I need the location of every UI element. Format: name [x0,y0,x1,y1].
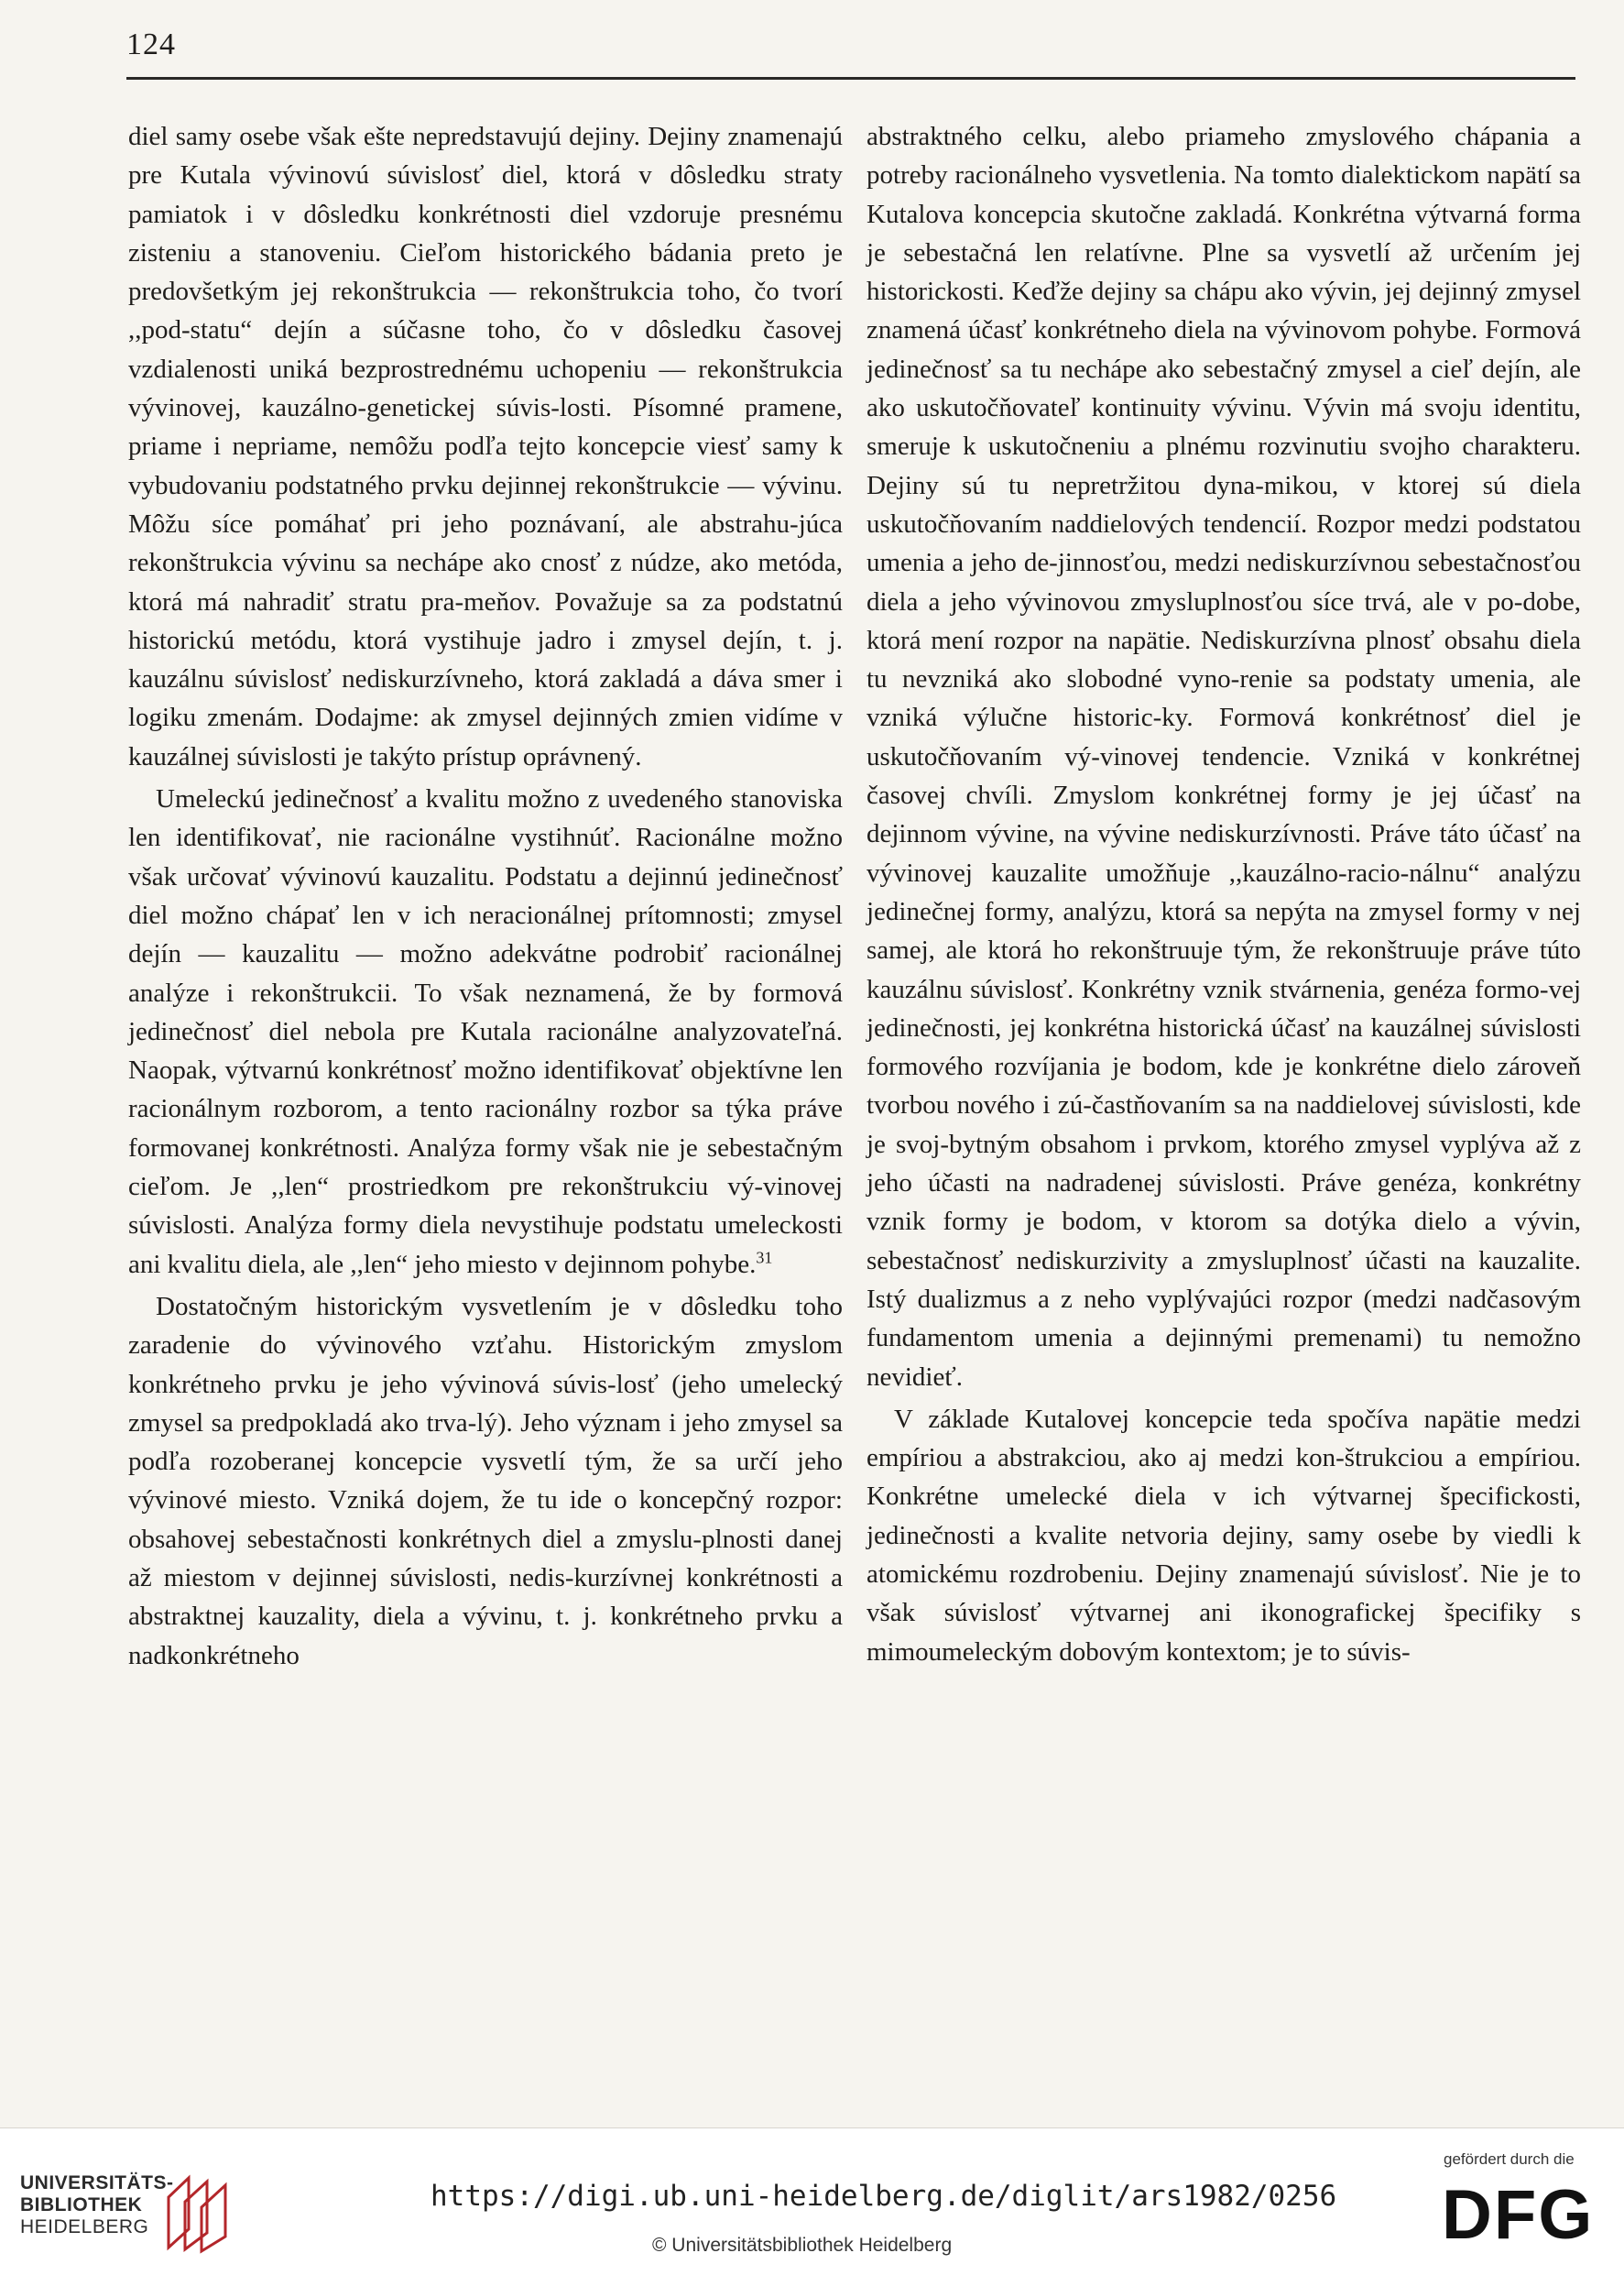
library-logo-icon [161,2165,233,2257]
left-paragraph-1: diel samy osebe však ešte nepredstavujú dejiny. Dejiny znamenajú pre Kutala vývinovú súvislosť diel, ktorá v dôsledku straty pamiatok i v dôsledku konkrétnosti diel vzdoruje presnému zisteniu a stanoveniu. Cieľom historického bádania preto je predovšetkým jej rekonštrukcia — rekonštrukcia toho, čo tvorí ,,pod-statu“ dejín a súčasne toho, čo v dôsledku časovej vzdialenosti uniká bezprostrednému uchopeniu — rekonštrukcia vývinovej, kauzálno-genetickej súvis-losti. Písomné pramene, priame i nepriame, nemôžu podľa tejto koncepcie viesť samy k vybudovaniu podstatného prvku dejinnej rekonštrukcie — vývinu. Môžu síce pomáhať pri jeho poznávaní, ale abstrahu-júca rekonštrukcia vývinu sa nechápe ako cnosť z núdze, ako metóda, ktorá má nahradiť stratu pra-meňov. Považuje sa za podstatnú historickú metódu, ktorá vystihuje jadro i zmysel dejín, t. j. kauzálnu súvislosť nediskurzívneho, ktorá zakladá a dáva smer i logiku zmenám. Dodajme: ak zmysel dejinných zmien vidíme v kauzálnej súvislosti je takýto prístup oprávnený. [128,122,843,771]
left-paragraph-2 [128,780,843,1284]
footnote-reference[interactable]: 31 [756,1247,773,1266]
page-number: 124 [126,27,176,61]
right-paragraph-1: abstraktného celku, alebo priameho zmyslového chápania a potreby racionálneho vysvetlenia. Na tomto dialektickom napätí sa Kutalova koncepcia skutočne zakladá. Konkrétna výtvarná forma je sebestačná len relatívne. Plne sa vysvetlí až určením jej historickosti. Keďže dejiny sa chápu ako vývin, jej dejinný zmysel znamená účasť konkrétneho diela na vývinovom pohybe. Formová jedinečnosť sa tu nechápe ako sebestačný zmysel a cieľ dejín, ale ako uskutočňovateľ kontinuity vývinu. Vývin má svoju identitu, smeruje k uskutočneniu a plnému rozvinutiu svojho charakteru. Dejiny sú tu nepretržitou dyna-mikou, v ktorej sú diela uskutočňovaním naddielových tendencií. Rozpor medzi podstatou umenia a jeho de-jinnosťou, medzi nediskurzívnou sebestačnosťou diela a jeho vývinovou zmysluplnosťou síce trvá, ale v po-dobe, ktorá mení rozpor na napätie. Nediskurzívna plnosť obsahu diela tu nevzniká ako slobodné vyno-renie sa podstaty umenia, ale vzniká výlučne historic-ky. Formová konkrétnosť diel je uskutočňovaním vý-vinovej tendencie. Vzniká v konkrétnej časovej chvíli. Zmyslom konkrétnej formy je jej účasť na dejinnom vývine, na vývine nediskurzívnosti. Práve táto účasť na vývinovej kauzalite umožňuje ,,kauzálno-racio-nálnu“ analýzu jedinečnej formy, analýzu, ktorá sa nepýta na zmysel formy v nej samej, ale ktorá ho rekonštruuje tým, že rekonštruuje práve túto kauzálnu súvislosť. Konkrétny vznik stvárnenia, genéza formo-vej jedinečnosti, jej konkrétna historická účasť na kauzálnej súvislosti formového rozvíjania je bodom, kde je konkrétne dielo zároveň tvorbou nového i zú-častňovaním sa na naddielovej súvislosti, kde je svoj-bytným obsahom i prvkom, ktorého zmysel vyplýva až z jeho účasti na nadradenej súvislosti. Práve genéza, konkrétny vznik formy je bodom, v ktorom sa dotýka dielo a vývin, sebestačnosť nediskurzivity a zmysluplnosť účasti na kauzalite. Istý dualizmus a z neho vyplývajúci rozpor (medzi nadčasovým fundamentom umenia a dejinnými premenami) tu nemožno nevidieť. [866,122,1581,1392]
left-column [128,117,843,1675]
right-paragraph-2: V základe Kutalovej koncepcie teda spočíva napätie medzi empíriou a abstrakciou, ako aj medzi kon-štrukciou a empíriou. Konkrétne umelecké diela v ich výtvarnej špecifickosti, jedinečnosti a kvalite netvoria dejiny, samy osebe by viedli k atomickému rozdrobeniu. Dejiny znamenajú súvislosť. Nie je to však súvislosť výtvarnej ani ikonografickej špecifiky s mimoumeleckým dobovým kontextom; je to súvis- [866,1404,1581,1667]
library-name [20,2172,174,2238]
dfg-logo: DFG [1442,2176,1595,2254]
right-column [866,117,1581,1671]
header-rule [126,77,1575,80]
library-name-line2: BIBLIOTHEK [20,2194,143,2215]
footer-bar [0,2127,1624,2275]
library-name-line3: HEIDELBERG [20,2216,149,2237]
funder-label: gefördert durch die [1444,2150,1575,2168]
left-paragraph-2-text: Umeleckú jedinečnosť a kvalitu možno z uvedeného stanoviska len identifikovať, nie racionálne vystihnúť. Racionálne možno však určovať vývinovú kauzalitu. Podstatu a dejinnú jedinečnosť diel možno chápať len v ich neracionálnej prítomnosti; zmysel dejín — kauzalitu — možno adekvátne podrobiť racionálnej analýze i rekonštrukcii. To však neznamená, že by formová jedinečnosť diel nebola pre Kutala racionálne analyzovateľná. Naopak, výtvarnú konkrétnosť možno identifikovať objektívne len racionálnym rozborom, a tento racionálny rozbor sa týka práve formovanej konkrétnosti. Analýza formy však nie je sebestačným cieľom. Je ,,len“ prostriedkom pre rekonštrukciu vý-vinovej súvislosti. Analýza formy diela nevystihuje podstatu umeleckosti ani kvalitu diela, ale ,,len“ jeho miesto v dejinnom pohybe. [128,784,843,1279]
copyright-text: © Universitätsbibliothek Heidelberg [652,2235,953,2256]
left-paragraph-3: Dostatočným historickým vysvetlením je v dôsledku toho zaradenie do vývinového vzťahu. Historickým zmyslom konkrétneho prvku je jeho vývinová súvis-losť (jeho umelecký zmysel sa predpokladá ako trva-lý). Jeho význam i jeho zmysel sa podľa rozoberanej koncepcie vysvetlí tým, že sa určí jeho vývinové miesto. Vzniká dojem, že tu ide o koncepčný rozpor: obsahovej sebestačnosti konkrétnych diel a zmyslu-plnosti danej až miestom v dejinnej súvislosti, nedis-kurzívnej konkrétnosti a abstraktnej kauzality, diela a vývinu, t. j. konkrétneho prvku a nadkonkrétneho [128,1291,843,1670]
library-name-line1: UNIVERSITÄTS- [20,2172,174,2193]
source-url-link[interactable]: https://digi.ub.uni-heidelberg.de/diglit/ars1982/0256 [431,2180,1337,2213]
